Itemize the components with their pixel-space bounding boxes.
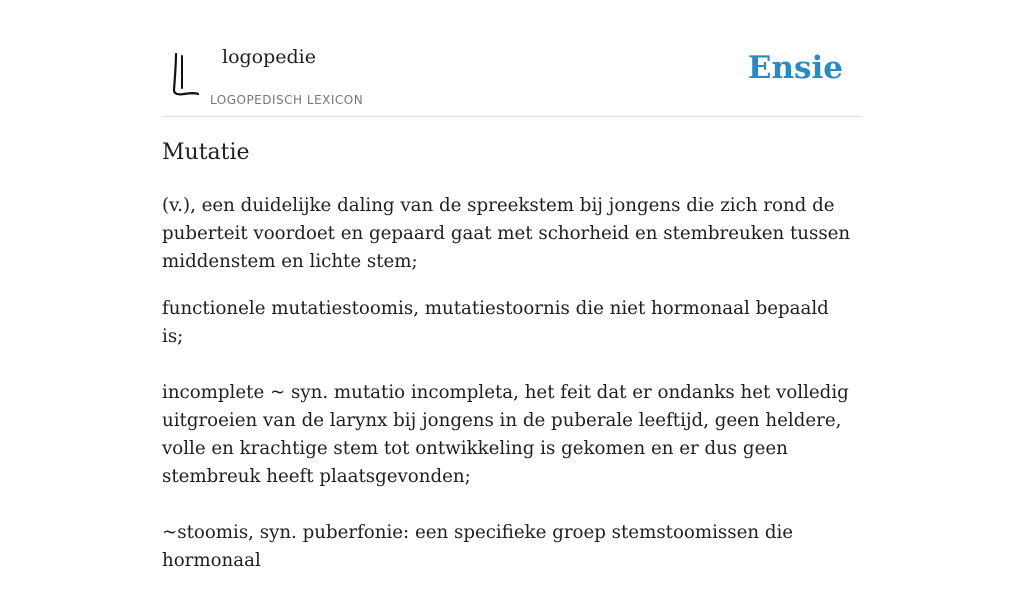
definition-paragraph: functionele mutatiestoomis, mutatiestoornis die niet hormonaal bepaald is; [162, 298, 829, 347]
entry-title: Mutatie [162, 140, 250, 165]
entry-content [162, 192, 852, 594]
definition-paragraph: incomplete ~ syn. mutatio incompleta, het feit dat er ondanks het volledig uitgroeien van de larynx bij jongens in de puberale leeftijd, geen heldere, volle en krachtige stem tot ontwikkeling is gekomen en er dus geen stembreuk heeft plaatsgevonden; [162, 382, 849, 487]
header [162, 0, 862, 117]
brand-title[interactable]: logopedie [222, 46, 317, 68]
definition-paragraph: (v.), een duidelijke daling van de spreekstem bij jongens die zich rond de puberteit voordoet en gepaard gaat met schorheid en stembreuken tussen middenstem en lichte stem; [162, 195, 851, 272]
page [162, 0, 862, 571]
letter-l-logo-icon [170, 50, 202, 98]
site-logo[interactable]: Ensie [747, 50, 843, 86]
brand-subtitle: LOGOPEDISCH LEXICON [210, 93, 364, 107]
definition-paragraph: ~stoomis, syn. puberfonie: een specifieke groep stemstoomissen die hormonaal [162, 522, 794, 571]
